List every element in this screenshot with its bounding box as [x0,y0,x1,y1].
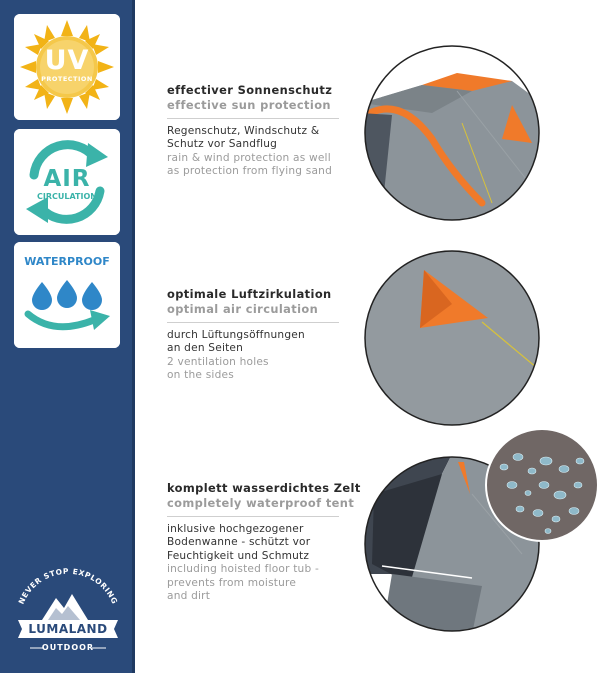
tent-roof-photo [362,43,542,223]
logo-tagline: NEVER STOP EXPLORING [16,568,120,606]
feature-desc-en-line: rain & wind protection as well [167,151,331,164]
feature-desc-en-line: as protection from flying sand [167,165,333,178]
feature-desc-de-line: Bodenwanne - schützt vor [167,536,311,549]
feature-desc-de-line: durch Lüftungsöffnungen [167,329,305,341]
divider [167,516,339,517]
feature-desc-de-line: an den Seiten [167,342,244,355]
feature-desc-en-line: prevents from moisture [167,576,297,589]
divider [167,118,339,119]
sidebar-edge [132,0,135,673]
uv-badge-main: UV [44,45,90,76]
feature-waterproof [167,481,361,603]
feature-title-de: effectiver Sonnenschutz [167,83,333,97]
feature-sun-protection [167,83,357,179]
feature-desc-en-line: including hoisted floor tub - [167,563,319,576]
uv-protection-badge [14,14,120,120]
feature-title-de: optimale Luftzirkulation [167,287,332,301]
feature-title-en: optimal air circulation [167,302,319,316]
waterproof-badge [14,242,120,348]
feature-air-circulation [167,287,357,383]
water-droplets-photo [484,427,600,543]
logo-brand: LUMALAND [28,622,108,636]
feature-title-en: completely waterproof tent [167,496,355,510]
air-badge-sub: CIRCULATION [37,192,97,201]
feature-desc-de-line: Feuchtigkeit und Schmutz [167,549,310,562]
logo-sub: OUTDOOR [41,643,95,652]
feature-desc-en-line: and dirt [167,590,211,603]
air-circulation-badge [14,129,120,235]
ventilation-flap-photo [362,248,542,428]
feature-title-en: effective sun protection [167,98,331,112]
feature-desc-de-line: Schutz vor Sandflug [167,138,278,151]
svg-text:NEVER STOP EXPLORING [17,568,120,606]
lumaland-logo [8,568,128,664]
feature-desc-de-line: inklusive hochgezogener [167,523,304,535]
feature-title-de: komplett wasserdichtes Zelt [167,481,361,495]
divider [167,322,339,323]
feature-desc-en-line: on the sides [167,369,234,382]
feature-desc-en-line: 2 ventilation holes [167,355,269,368]
feature-desc-de-line: Regenschutz, Windschutz & [167,125,320,137]
sidebar [0,0,135,673]
uv-badge-sub: PROTECTION [41,75,93,83]
air-badge-main: AIR [43,166,91,192]
waterproof-badge-main: WATERPROOF [24,255,110,268]
